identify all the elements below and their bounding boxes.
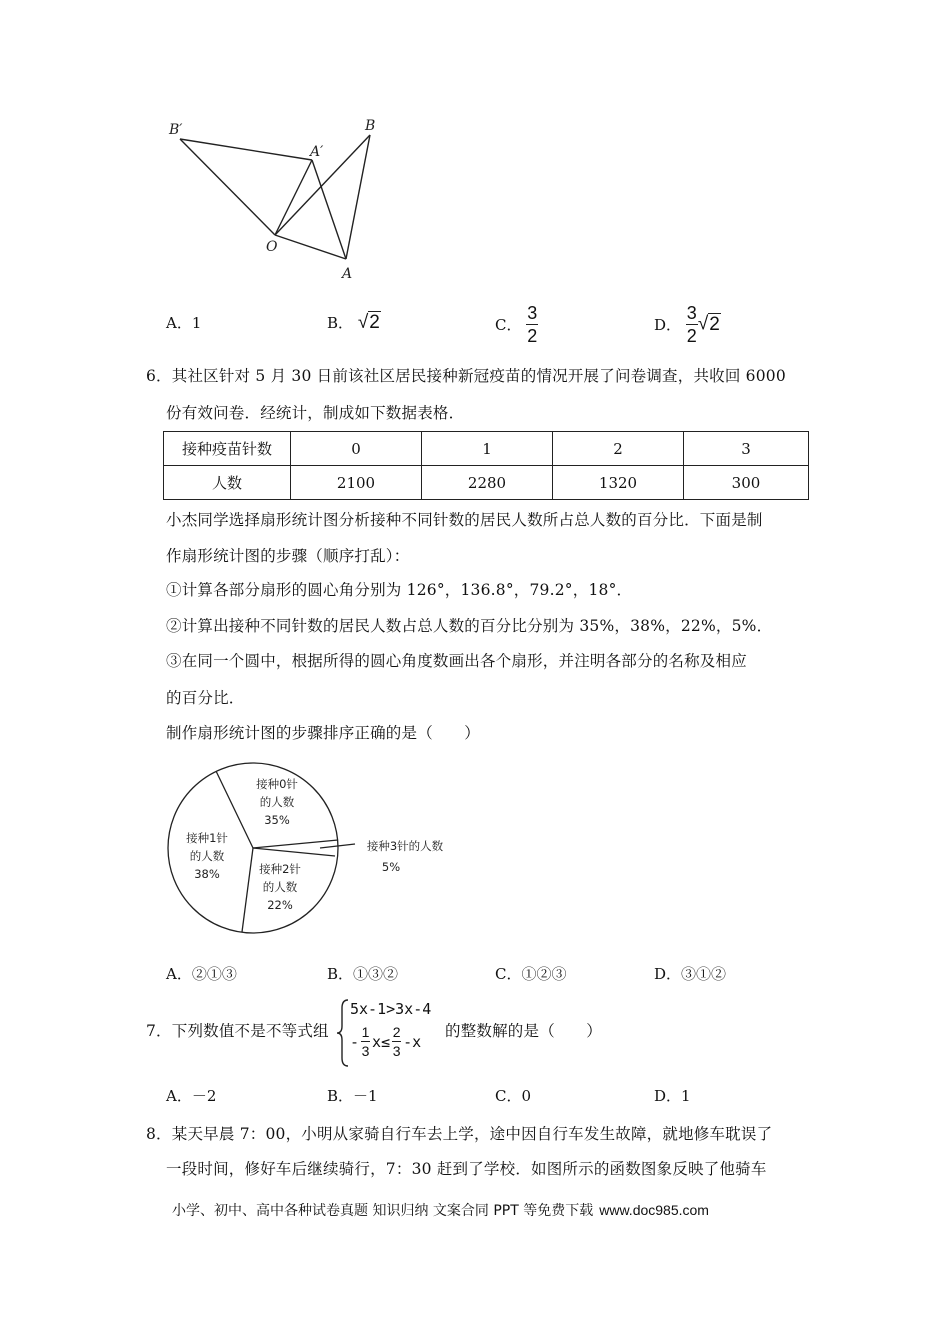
q5-option-c: C． $\frac{3}{2}$ bbox=[495, 303, 538, 347]
table-cell: 300 bbox=[684, 466, 809, 500]
footer-link[interactable]: www.doc985.com bbox=[599, 1202, 709, 1218]
inequality-2: - $\frac{1}{3}$ x≤ $\frac{2}{3}$ -x bbox=[350, 1024, 422, 1060]
q6-option-a: A．②①③ bbox=[166, 965, 237, 983]
q6-para-line-2: 作扇形统计图的步骤（顺序打乱）： bbox=[166, 547, 410, 565]
footer-text: 小学、初中、高中各种试卷真题 知识归纳 文案合同 PPT 等免费下载 bbox=[172, 1203, 594, 1219]
q6-step-3-line-1: ③在同一个圆中，根据所得的圆心角度数画出各个扇形，并注明各部分的名称及相应 bbox=[166, 652, 747, 670]
table-cell: 0 bbox=[291, 432, 422, 466]
pie-label-0-l1: 接种0针 bbox=[256, 777, 298, 791]
q5-option-b: B． √2 bbox=[327, 312, 380, 333]
q7-option-b: B．－1 bbox=[327, 1087, 378, 1105]
table-cell: 3 bbox=[684, 432, 809, 466]
pie-label-3-l1: 接种3针的人数 bbox=[366, 839, 444, 853]
q6-option-c: C．①②③ bbox=[495, 965, 567, 983]
geometry-figure bbox=[160, 112, 400, 287]
pie-label-2-pct: 22% bbox=[267, 898, 293, 912]
pie-label-2-l1: 接种2针 bbox=[259, 862, 301, 876]
q6-step-3-line-2: 的百分比． bbox=[166, 689, 245, 707]
table-cell: 2 bbox=[553, 432, 684, 466]
page-footer bbox=[172, 1200, 709, 1220]
q7-option-c: C．0 bbox=[495, 1087, 532, 1105]
label-a: A bbox=[342, 266, 353, 282]
pie-label-1-l2: 的人数 bbox=[189, 849, 225, 863]
pie-label-2-l2: 的人数 bbox=[262, 880, 298, 894]
label-b-prime: B′ bbox=[169, 122, 183, 138]
table-cell: 接种疫苗针数 bbox=[164, 432, 291, 466]
vaccine-table bbox=[163, 431, 809, 500]
q7-option-a: A．－2 bbox=[166, 1087, 217, 1105]
pie-label-0-l2: 的人数 bbox=[259, 795, 295, 809]
pie-divider-2-3 bbox=[253, 848, 335, 856]
system-brace bbox=[336, 998, 350, 1068]
q6-para-line-1: 小杰同学选择扇形统计图分析接种不同针数的居民人数所占总人数的百分比．下面是制 bbox=[166, 511, 763, 529]
pie-chart bbox=[165, 752, 465, 947]
pie-divider-1-2 bbox=[242, 848, 253, 932]
q6-option-b: B．①③② bbox=[327, 965, 399, 983]
q6-step-2: ②计算出接种不同针数的居民人数占总人数的百分比分别为 35%，38%，22%，5%． bbox=[166, 617, 773, 635]
table-cell: 1 bbox=[422, 432, 553, 466]
q6-step-1: ①计算各部分扇形的圆心角分别为 126°，136.8°，79.2°，18°． bbox=[166, 581, 633, 599]
q7-option-d: D．1 bbox=[654, 1087, 691, 1105]
q7-prefix: 7．下列数值不是不等式组 bbox=[146, 1022, 329, 1040]
q6-question: 制作扇形统计图的步骤排序正确的是（ ） bbox=[166, 724, 481, 742]
q8-line-1: 8．某天早晨 7：00，小明从家骑自行车去上学，途中因自行车发生故障，就地修车耽误了 bbox=[146, 1125, 773, 1143]
table-row bbox=[164, 466, 809, 500]
table-cell: 2280 bbox=[422, 466, 553, 500]
q7-suffix: 的整数解的是（ ） bbox=[445, 1022, 603, 1040]
inequality-1: 5x-1>3x-4 bbox=[350, 1000, 432, 1018]
q6-line-1: 6．其社区针对 5 月 30 日前该社区居民接种新冠疫苗的情况开展了问卷调查，共收回 6000 bbox=[146, 367, 786, 385]
label-a-prime: A′ bbox=[310, 144, 324, 160]
label-b: B bbox=[365, 118, 376, 134]
pie-label-1-pct: 38% bbox=[194, 867, 220, 881]
q6-line-2: 份有效问卷．经统计，制成如下数据表格． bbox=[166, 404, 465, 422]
table-cell: 2100 bbox=[291, 466, 422, 500]
table-cell: 人数 bbox=[164, 466, 291, 500]
pie-label-0-pct: 35% bbox=[264, 813, 290, 827]
pie-label-3-pct: 5% bbox=[381, 860, 401, 874]
q6-option-d: D．③①② bbox=[654, 965, 727, 983]
pie-label-1-l1: 接种1针 bbox=[186, 831, 228, 845]
q8-line-2: 一段时间，修好车后继续骑行，7：30 赶到了学校．如图所示的函数图象反映了他骑车 bbox=[166, 1160, 767, 1178]
q5-option-a: A．1 bbox=[166, 314, 202, 332]
table-cell: 1320 bbox=[553, 466, 684, 500]
label-o: O bbox=[266, 239, 278, 255]
q5-option-d: D． $\frac{3}{2}$ √2 bbox=[654, 303, 720, 347]
table-row bbox=[164, 432, 809, 466]
